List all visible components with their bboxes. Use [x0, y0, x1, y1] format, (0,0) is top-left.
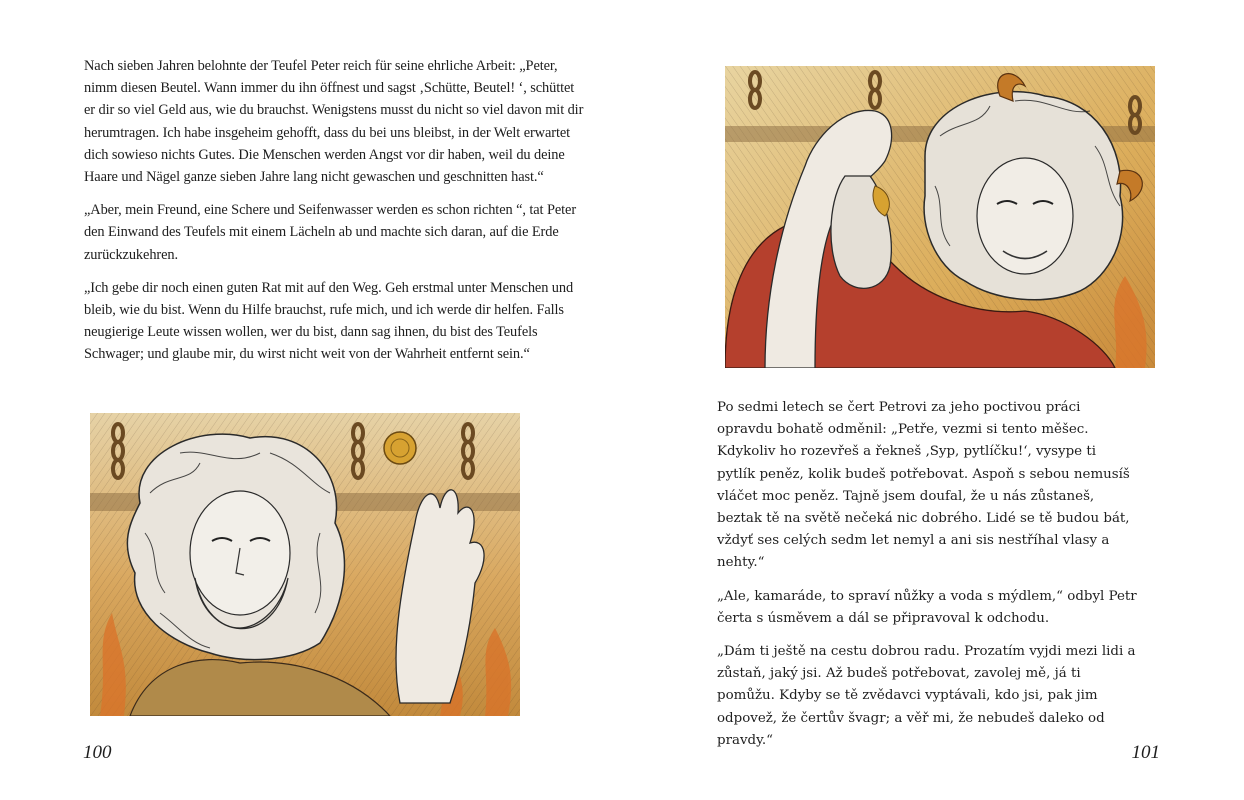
german-paragraph-1: Nach sieben Jahren belohnte der Teufel Peter reich für seine ehrliche Arbeit: „Peter, nimm diesen Beutel. Wann immer du ihn öffnest und sagst ‚Schütte, Beutel! ‘, schüttet er dir so viel Geld aus, wie du brauchst. Wenigstens musst du nicht so viel davon mit dir herumtragen. Ich habe insgeheim gehofft, dass du bei uns bleibst, in der Welt erwartet dich sowieso nichts Gutes. Die Menschen werden Angst vor dir haben, weil du deine Haare und Nägel ganze sieben Jahre lang nicht gewaschen und geschnitten hast.“	[84, 58, 584, 186]
german-paragraph-2: „Aber, mein Freund, eine Schere und Seifenwasser werden es schon richten “, tat Peter den Einwand des Teufels mit einem Lächeln ab und machte sich daran, auf die Erde zurückzukehren.	[84, 202, 577, 263]
czech-paragraph-3: „Dám ti ještě na cestu dobrou radu. Prozatím vyjdi mezi lidi a zůstaň, jaký jsi. Až budeš potřebovat, zavolej mě, já ti pomůžu. Kdyby se tě zvědavci vyptávali, kdo jsi, pak jim odpovež, že čertův švagr; a věř mi, že nebudeš daleko od pravdy.“	[717, 644, 1136, 748]
right-page	[622, 0, 1244, 800]
german-text	[84, 55, 584, 377]
czech-text	[717, 397, 1137, 763]
czech-paragraph-2: „Ale, kamaráde, to spraví nůžky a voda s mýdlem,“ odbyl Petr čerta s úsměvem a dál se připravoval k odchodu.	[717, 588, 1137, 626]
page-number-left: 100	[83, 742, 112, 763]
illustration-peter-with-coin	[90, 413, 520, 716]
illustration-devil-with-purse	[725, 66, 1155, 368]
page-number-right: 101	[1131, 742, 1160, 763]
german-paragraph-3: „Ich gebe dir noch einen guten Rat mit auf den Weg. Geh erstmal unter Menschen und bleib, wie du bist. Wenn du Hilfe brauchst, rufe mich, und ich werde dir helfen. Falls neugierige Leute wissen wollen, wer du bist, dann sag ihnen, du bist des Teufels Schwager; und glaube mir, du wirst nicht weit von der Wahrheit entfernt sein.“	[84, 279, 574, 363]
czech-paragraph-1: Po sedmi letech se čert Petrovi za jeho poctivou práci opravdu bohatě odměnil: „Petře, vezmi si tento měšec. Kdykoliv ho rozevřeš a řekneš ‚Syp, pytlíčku!‘, vysype ti pytlík peněz, kolik budeš potřebovat. Aspoň s sebou nemusíš vláčet moc peněz. Tajně jsem doufal, že u nás zůstaneš, beztak tě na světě nečeká nic dobrého. Lidé se tě budou bát, vždyť ses celých sedm let nemyl a ani sis nestříhal vlasy a nehty.“	[717, 400, 1130, 571]
